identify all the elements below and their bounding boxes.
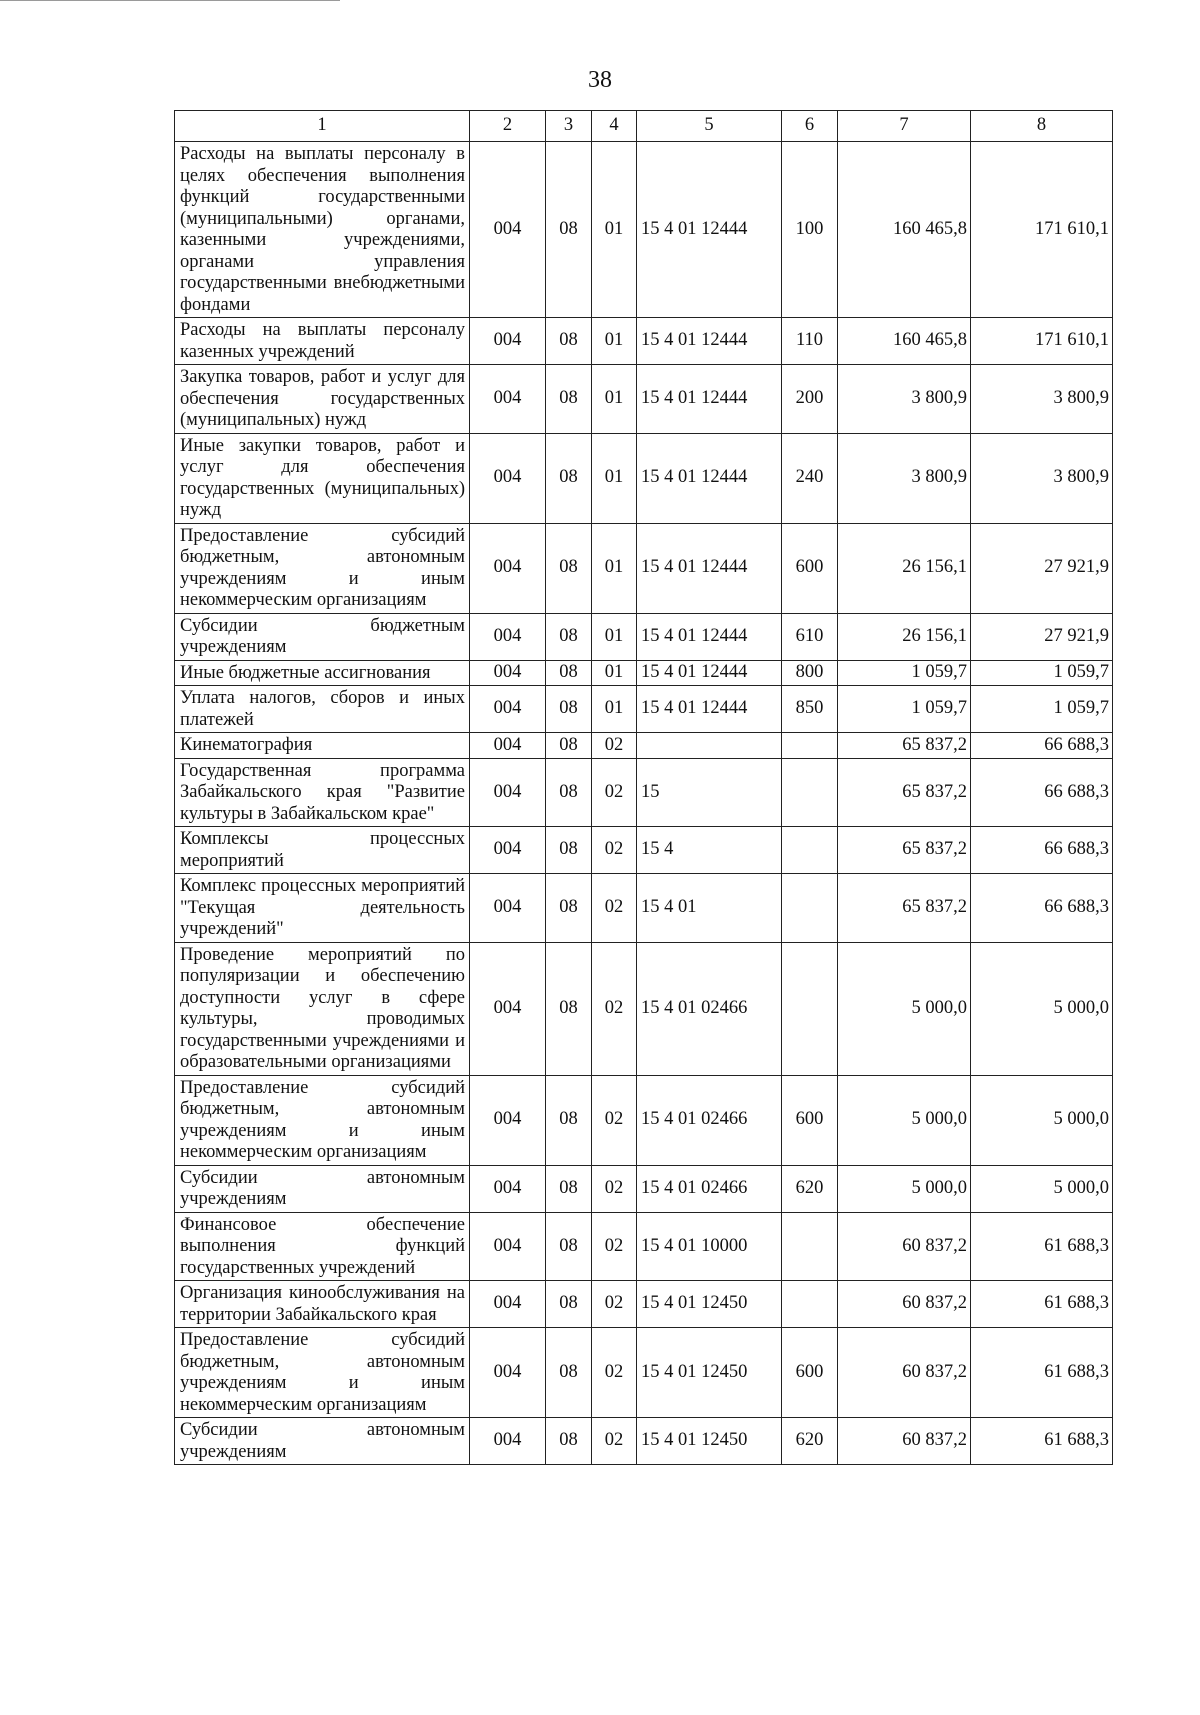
expense-name-cell: Уплата налогов, сборов и иных платежей xyxy=(175,686,470,733)
section-code-cell: 08 xyxy=(546,318,592,365)
subsection-code-cell: 02 xyxy=(592,1281,637,1328)
subsection-code-cell: 02 xyxy=(592,758,637,827)
section-code-cell: 08 xyxy=(546,733,592,759)
ministry-code-cell: 004 xyxy=(470,827,546,874)
target-article-cell: 15 4 01 12450 xyxy=(637,1281,782,1328)
subsection-code-cell: 02 xyxy=(592,1418,637,1465)
expense-type-cell: 620 xyxy=(782,1418,838,1465)
table-row xyxy=(175,874,1113,943)
target-article-cell: 15 4 xyxy=(637,827,782,874)
expense-type-cell xyxy=(782,874,838,943)
budget-table-container xyxy=(174,110,1112,1465)
section-code-cell: 08 xyxy=(546,1418,592,1465)
table-row xyxy=(175,660,1113,686)
expense-type-cell: 100 xyxy=(782,142,838,318)
ministry-code-cell: 004 xyxy=(470,142,546,318)
amount-year1-cell: 65 837,2 xyxy=(838,874,971,943)
header-cell: 6 xyxy=(782,111,838,142)
section-code-cell: 08 xyxy=(546,365,592,434)
expense-type-cell xyxy=(782,942,838,1075)
amount-year2-cell: 27 921,9 xyxy=(971,613,1113,660)
subsection-code-cell: 01 xyxy=(592,433,637,523)
table-row xyxy=(175,1212,1113,1281)
expense-name-cell: Комплексы процессных мероприятий xyxy=(175,827,470,874)
header-cell: 3 xyxy=(546,111,592,142)
amount-year1-cell: 160 465,8 xyxy=(838,142,971,318)
expense-name-cell: Комплекс процессных мероприятий "Текущая деятельность учреждений" xyxy=(175,874,470,943)
amount-year2-cell: 3 800,9 xyxy=(971,365,1113,434)
ministry-code-cell: 004 xyxy=(470,686,546,733)
expense-type-cell: 600 xyxy=(782,523,838,613)
expense-name-cell: Предоставление субсидий бюджетным, автономным учреждениям и иным некоммерческим организациям xyxy=(175,1075,470,1165)
table-row xyxy=(175,1165,1113,1212)
section-code-cell: 08 xyxy=(546,613,592,660)
expense-name-cell: Субсидии автономным учреждениям xyxy=(175,1418,470,1465)
subsection-code-cell: 02 xyxy=(592,874,637,943)
expense-name-cell: Иные бюджетные ассигнования xyxy=(175,660,470,686)
header-row xyxy=(175,111,1113,142)
expense-type-cell xyxy=(782,758,838,827)
amount-year2-cell: 66 688,3 xyxy=(971,733,1113,759)
section-code-cell: 08 xyxy=(546,1212,592,1281)
subsection-code-cell: 02 xyxy=(592,942,637,1075)
table-row xyxy=(175,613,1113,660)
section-code-cell: 08 xyxy=(546,433,592,523)
amount-year1-cell: 65 837,2 xyxy=(838,758,971,827)
expense-type-cell: 110 xyxy=(782,318,838,365)
expense-type-cell: 200 xyxy=(782,365,838,434)
table-row xyxy=(175,433,1113,523)
amount-year2-cell: 61 688,3 xyxy=(971,1281,1113,1328)
section-code-cell: 08 xyxy=(546,686,592,733)
target-article-cell xyxy=(637,733,782,759)
header-cell: 4 xyxy=(592,111,637,142)
subsection-code-cell: 02 xyxy=(592,827,637,874)
section-code-cell: 08 xyxy=(546,1281,592,1328)
amount-year1-cell: 26 156,1 xyxy=(838,523,971,613)
expense-type-cell: 600 xyxy=(782,1328,838,1418)
subsection-code-cell: 01 xyxy=(592,142,637,318)
header-cell: 2 xyxy=(470,111,546,142)
ministry-code-cell: 004 xyxy=(470,1418,546,1465)
ministry-code-cell: 004 xyxy=(470,942,546,1075)
expense-type-cell: 600 xyxy=(782,1075,838,1165)
ministry-code-cell: 004 xyxy=(470,365,546,434)
section-code-cell: 08 xyxy=(546,942,592,1075)
ministry-code-cell: 004 xyxy=(470,1165,546,1212)
amount-year1-cell: 60 837,2 xyxy=(838,1418,971,1465)
amount-year2-cell: 5 000,0 xyxy=(971,1075,1113,1165)
expense-name-cell: Иные закупки товаров, работ и услуг для обеспечения государственных (муниципальных) нужд xyxy=(175,433,470,523)
amount-year2-cell: 61 688,3 xyxy=(971,1328,1113,1418)
target-article-cell: 15 4 01 12444 xyxy=(637,318,782,365)
amount-year2-cell: 66 688,3 xyxy=(971,827,1113,874)
header-cell: 7 xyxy=(838,111,971,142)
subsection-code-cell: 01 xyxy=(592,365,637,434)
target-article-cell: 15 4 01 10000 xyxy=(637,1212,782,1281)
amount-year1-cell: 60 837,2 xyxy=(838,1281,971,1328)
amount-year1-cell: 5 000,0 xyxy=(838,942,971,1075)
expense-name-cell: Расходы на выплаты персоналу в целях обеспечения выполнения функций государственными (муниципальными) органами, казенными учреждениями, органами управления государственными внебюджетными фондами xyxy=(175,142,470,318)
section-code-cell: 08 xyxy=(546,142,592,318)
subsection-code-cell: 01 xyxy=(592,686,637,733)
amount-year2-cell: 27 921,9 xyxy=(971,523,1113,613)
amount-year1-cell: 1 059,7 xyxy=(838,660,971,686)
table-row xyxy=(175,365,1113,434)
section-code-cell: 08 xyxy=(546,1165,592,1212)
ministry-code-cell: 004 xyxy=(470,874,546,943)
target-article-cell: 15 4 01 12444 xyxy=(637,433,782,523)
expense-name-cell: Закупка товаров, работ и услуг для обеспечения государственных (муниципальных) нужд xyxy=(175,365,470,434)
amount-year1-cell: 60 837,2 xyxy=(838,1212,971,1281)
target-article-cell: 15 4 01 12444 xyxy=(637,660,782,686)
amount-year1-cell: 26 156,1 xyxy=(838,613,971,660)
expense-name-cell: Организация кинообслуживания на территории Забайкальского края xyxy=(175,1281,470,1328)
target-article-cell: 15 4 01 12444 xyxy=(637,523,782,613)
expense-type-cell xyxy=(782,827,838,874)
amount-year2-cell: 1 059,7 xyxy=(971,660,1113,686)
table-row xyxy=(175,142,1113,318)
subsection-code-cell: 01 xyxy=(592,660,637,686)
ministry-code-cell: 004 xyxy=(470,1075,546,1165)
target-article-cell: 15 4 01 xyxy=(637,874,782,943)
amount-year1-cell: 3 800,9 xyxy=(838,365,971,434)
subsection-code-cell: 02 xyxy=(592,1328,637,1418)
table-row xyxy=(175,318,1113,365)
table-row xyxy=(175,942,1113,1075)
amount-year2-cell: 61 688,3 xyxy=(971,1418,1113,1465)
table-row xyxy=(175,827,1113,874)
amount-year2-cell: 5 000,0 xyxy=(971,942,1113,1075)
table-row xyxy=(175,1075,1113,1165)
target-article-cell: 15 4 01 12444 xyxy=(637,142,782,318)
expense-type-cell: 240 xyxy=(782,433,838,523)
expense-name-cell: Предоставление субсидий бюджетным, автономным учреждениям и иным некоммерческим организациям xyxy=(175,523,470,613)
amount-year2-cell: 66 688,3 xyxy=(971,874,1113,943)
table-row xyxy=(175,733,1113,759)
amount-year2-cell: 3 800,9 xyxy=(971,433,1113,523)
section-code-cell: 08 xyxy=(546,660,592,686)
amount-year1-cell: 65 837,2 xyxy=(838,827,971,874)
subsection-code-cell: 01 xyxy=(592,318,637,365)
target-article-cell: 15 4 01 12444 xyxy=(637,613,782,660)
subsection-code-cell: 01 xyxy=(592,523,637,613)
expense-type-cell: 850 xyxy=(782,686,838,733)
target-article-cell: 15 4 01 02466 xyxy=(637,1165,782,1212)
target-article-cell: 15 4 01 02466 xyxy=(637,1075,782,1165)
table-row xyxy=(175,523,1113,613)
target-article-cell: 15 4 01 12444 xyxy=(637,365,782,434)
table-row xyxy=(175,686,1113,733)
expense-name-cell: Государственная программа Забайкальского края "Развитие культуры в Забайкальском крае" xyxy=(175,758,470,827)
subsection-code-cell: 02 xyxy=(592,1165,637,1212)
table-row xyxy=(175,1328,1113,1418)
amount-year2-cell: 61 688,3 xyxy=(971,1212,1113,1281)
ministry-code-cell: 004 xyxy=(470,1281,546,1328)
expense-type-cell xyxy=(782,1212,838,1281)
section-code-cell: 08 xyxy=(546,523,592,613)
ministry-code-cell: 004 xyxy=(470,758,546,827)
amount-year2-cell: 171 610,1 xyxy=(971,318,1113,365)
ministry-code-cell: 004 xyxy=(470,733,546,759)
ministry-code-cell: 004 xyxy=(470,318,546,365)
expense-type-cell: 610 xyxy=(782,613,838,660)
header-cell: 8 xyxy=(971,111,1113,142)
amount-year1-cell: 3 800,9 xyxy=(838,433,971,523)
expense-type-cell xyxy=(782,1281,838,1328)
target-article-cell: 15 4 01 12450 xyxy=(637,1418,782,1465)
table-body xyxy=(175,142,1113,1465)
amount-year1-cell: 5 000,0 xyxy=(838,1075,971,1165)
subsection-code-cell: 02 xyxy=(592,1212,637,1281)
ministry-code-cell: 004 xyxy=(470,433,546,523)
ministry-code-cell: 004 xyxy=(470,1212,546,1281)
section-code-cell: 08 xyxy=(546,827,592,874)
ministry-code-cell: 004 xyxy=(470,523,546,613)
subsection-code-cell: 02 xyxy=(592,733,637,759)
table-row xyxy=(175,1281,1113,1328)
amount-year1-cell: 1 059,7 xyxy=(838,686,971,733)
target-article-cell: 15 4 01 12444 xyxy=(637,686,782,733)
expense-name-cell: Финансовое обеспечение выполнения функций государственных учреждений xyxy=(175,1212,470,1281)
ministry-code-cell: 004 xyxy=(470,660,546,686)
amount-year2-cell: 5 000,0 xyxy=(971,1165,1113,1212)
ministry-code-cell: 004 xyxy=(470,613,546,660)
table-row xyxy=(175,758,1113,827)
expense-name-cell: Предоставление субсидий бюджетным, автономным учреждениям и иным некоммерческим организациям xyxy=(175,1328,470,1418)
amount-year2-cell: 1 059,7 xyxy=(971,686,1113,733)
header-cell: 1 xyxy=(175,111,470,142)
expense-name-cell: Расходы на выплаты персоналу казенных учреждений xyxy=(175,318,470,365)
scan-edge-line xyxy=(0,0,340,4)
subsection-code-cell: 02 xyxy=(592,1075,637,1165)
expense-name-cell: Проведение мероприятий по популяризации и обеспечению доступности услуг в сфере культуры, проводимых государственными учреждениями и образовательными организациями xyxy=(175,942,470,1075)
expense-type-cell: 620 xyxy=(782,1165,838,1212)
page-number: 38 xyxy=(588,67,612,93)
target-article-cell: 15 xyxy=(637,758,782,827)
expense-type-cell: 800 xyxy=(782,660,838,686)
header-cell: 5 xyxy=(637,111,782,142)
section-code-cell: 08 xyxy=(546,1328,592,1418)
section-code-cell: 08 xyxy=(546,758,592,827)
expense-name-cell: Субсидии бюджетным учреждениям xyxy=(175,613,470,660)
amount-year2-cell: 66 688,3 xyxy=(971,758,1113,827)
subsection-code-cell: 01 xyxy=(592,613,637,660)
amount-year1-cell: 60 837,2 xyxy=(838,1328,971,1418)
target-article-cell: 15 4 01 02466 xyxy=(637,942,782,1075)
section-code-cell: 08 xyxy=(546,874,592,943)
expense-name-cell: Субсидии автономным учреждениям xyxy=(175,1165,470,1212)
expense-name-cell: Кинематография xyxy=(175,733,470,759)
amount-year1-cell: 65 837,2 xyxy=(838,733,971,759)
budget-table xyxy=(174,110,1113,1465)
table-row xyxy=(175,1418,1113,1465)
amount-year1-cell: 160 465,8 xyxy=(838,318,971,365)
expense-type-cell xyxy=(782,733,838,759)
ministry-code-cell: 004 xyxy=(470,1328,546,1418)
section-code-cell: 08 xyxy=(546,1075,592,1165)
amount-year1-cell: 5 000,0 xyxy=(838,1165,971,1212)
amount-year2-cell: 171 610,1 xyxy=(971,142,1113,318)
target-article-cell: 15 4 01 12450 xyxy=(637,1328,782,1418)
